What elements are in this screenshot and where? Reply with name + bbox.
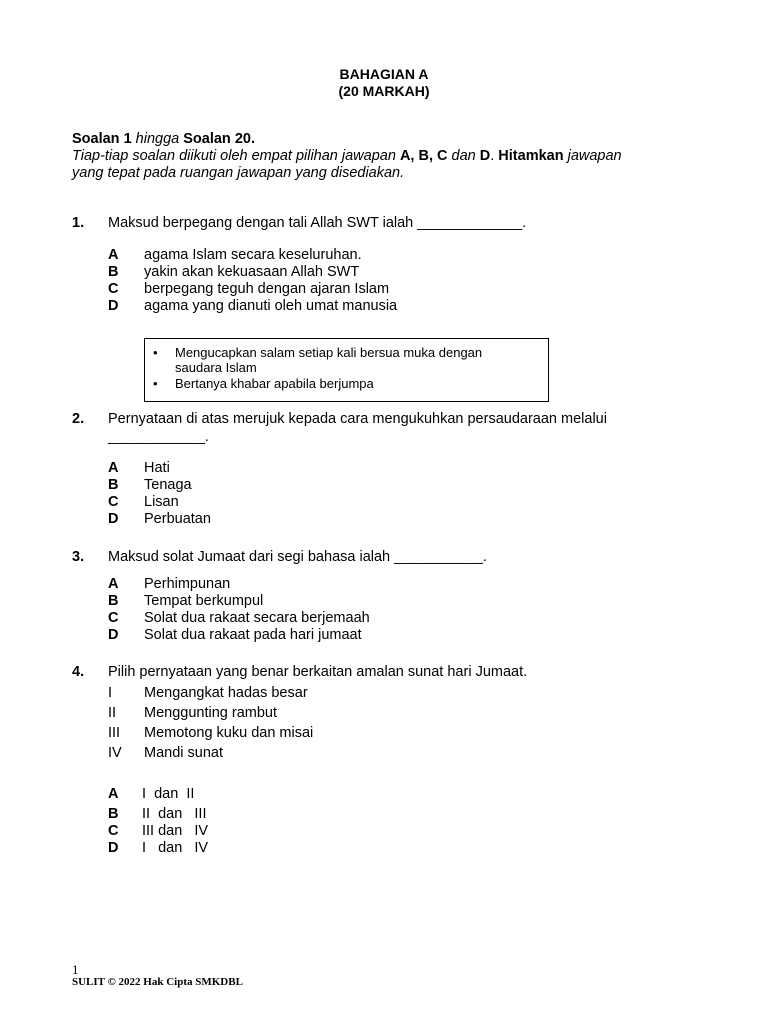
- page-number: 1: [72, 962, 79, 977]
- question-3-option-d-text: Solat dua rakaat pada hari jumaat: [144, 627, 362, 643]
- question-2-option-c-text: Lisan: [144, 494, 179, 510]
- question-4-option-b-text: II dan III: [142, 806, 207, 822]
- question-2-option-d-text: Perbuatan: [144, 511, 211, 527]
- question-3-option-c-letter[interactable]: C: [108, 610, 119, 626]
- question-4-statement-i-numeral: I: [108, 685, 113, 701]
- question-2-option-c-letter[interactable]: C: [108, 494, 119, 510]
- question-4-statement-iv-numeral: IV: [108, 745, 122, 761]
- question-1-text: Maksud berpegang dengan tali Allah SWT ialah _____________.: [108, 215, 527, 231]
- question-3-number: 3.: [72, 549, 85, 565]
- stimulus-box: [144, 338, 549, 402]
- question-1-option-a-letter[interactable]: A: [108, 247, 119, 263]
- question-2-option-d-letter[interactable]: D: [108, 511, 119, 527]
- question-4-option-d-text: I dan IV: [142, 840, 209, 856]
- question-2-option-b-letter[interactable]: B: [108, 477, 119, 493]
- question-2-option-a-letter[interactable]: A: [108, 460, 119, 476]
- question-4-option-d-letter[interactable]: D: [108, 840, 119, 856]
- question-1-option-d-letter[interactable]: D: [108, 298, 119, 314]
- instruction-hitamkan: Hitamkan: [498, 148, 564, 164]
- question-1-option-b-letter[interactable]: B: [108, 264, 119, 280]
- stimulus-item-text: Bertanya khabar apabila berjumpa: [175, 376, 374, 391]
- instruction-start-label: Soalan 1: [72, 131, 132, 147]
- question-3-text: Maksud solat Jumaat dari segi bahasa ialah ___________.: [108, 549, 487, 565]
- stimulus-item: [153, 376, 530, 391]
- stimulus-item: [153, 345, 530, 375]
- question-4-statement-iii-text: Memotong kuku dan misai: [144, 725, 314, 741]
- question-4-statement-iii-numeral: III: [108, 725, 121, 741]
- instruction-line-2: yang tepat pada ruangan jawapan yang disediakan.: [72, 165, 405, 181]
- question-2-option-b-text: Tenaga: [144, 477, 192, 493]
- question-2-number: 2.: [72, 411, 85, 427]
- question-4-statement-i-text: Mengangkat hadas besar: [144, 685, 308, 701]
- instruction-dan: dan: [451, 148, 476, 164]
- question-3-option-b-letter[interactable]: B: [108, 593, 119, 609]
- question-4-statement-ii-text: Menggunting rambut: [144, 705, 277, 721]
- stimulus-item-text: Mengucapkan salam setiap kali bersua muka dengan saudara Islam: [175, 345, 483, 375]
- section-marks: (20 MARKAH): [338, 83, 430, 99]
- question-1-number: 1.: [72, 215, 85, 231]
- question-2-text-line-2: ____________.: [108, 429, 209, 445]
- question-4-statement-ii-numeral: II: [108, 705, 117, 721]
- question-4-statement-iv-text: Mandi sunat: [144, 745, 223, 761]
- question-3-option-a-letter[interactable]: A: [108, 576, 119, 592]
- question-3-option-a-text: Perhimpunan: [144, 576, 231, 592]
- question-3-option-d-letter[interactable]: D: [108, 627, 119, 643]
- question-1-option-a-text: agama Islam secara keseluruhan.: [144, 247, 362, 263]
- question-1-option-c-letter[interactable]: C: [108, 281, 119, 297]
- question-4-option-c-text: III dan IV: [142, 823, 209, 839]
- question-1-option-d-text: agama yang dianuti oleh umat manusia: [144, 298, 398, 314]
- bullet-icon: •: [153, 376, 158, 391]
- bullet-icon: •: [153, 345, 158, 360]
- question-4-option-a-text: I dan II: [142, 786, 195, 802]
- question-1-option-c-text: berpegang teguh dengan ajaran Islam: [144, 281, 390, 297]
- question-2-option-a-text: Hati: [144, 460, 170, 476]
- question-4-text: Pilih pernyataan yang benar berkaitan amalan sunat hari Jumaat.: [108, 664, 528, 680]
- instruction-line-1-text: Tiap-tiap soalan diikuti oleh empat pilihan jawapan: [72, 148, 396, 164]
- question-3-option-b-text: Tempat berkumpul: [144, 593, 264, 609]
- question-4-option-c-letter[interactable]: C: [108, 823, 119, 839]
- instruction-dot: .: [490, 148, 495, 164]
- instruction-end-label: Soalan 20.: [183, 131, 255, 147]
- instruction-abc: A, B, C: [399, 148, 448, 164]
- question-1-option-b-text: yakin akan kekuasaan Allah SWT: [144, 264, 360, 280]
- instruction-d: D: [479, 148, 491, 164]
- question-3-option-c-text: Solat dua rakaat secara berjemaah: [144, 610, 370, 626]
- question-2-text-line-1: Pernyataan di atas merujuk kepada cara mengukuhkan persaudaraan melalui: [108, 411, 607, 427]
- copyright-footer: SULIT © 2022 Hak Cipta SMKDBL: [72, 976, 243, 988]
- instruction-hingga: hingga: [135, 131, 180, 147]
- section-title: BAHAGIAN A: [339, 66, 429, 82]
- instruction-line-1: [72, 148, 695, 165]
- question-4-option-a-letter[interactable]: A: [108, 786, 119, 802]
- question-4-number: 4.: [72, 664, 85, 680]
- question-4-option-b-letter[interactable]: B: [108, 806, 119, 822]
- instruction-heading: [72, 131, 255, 148]
- instruction-line-1-end: jawapan: [567, 148, 622, 164]
